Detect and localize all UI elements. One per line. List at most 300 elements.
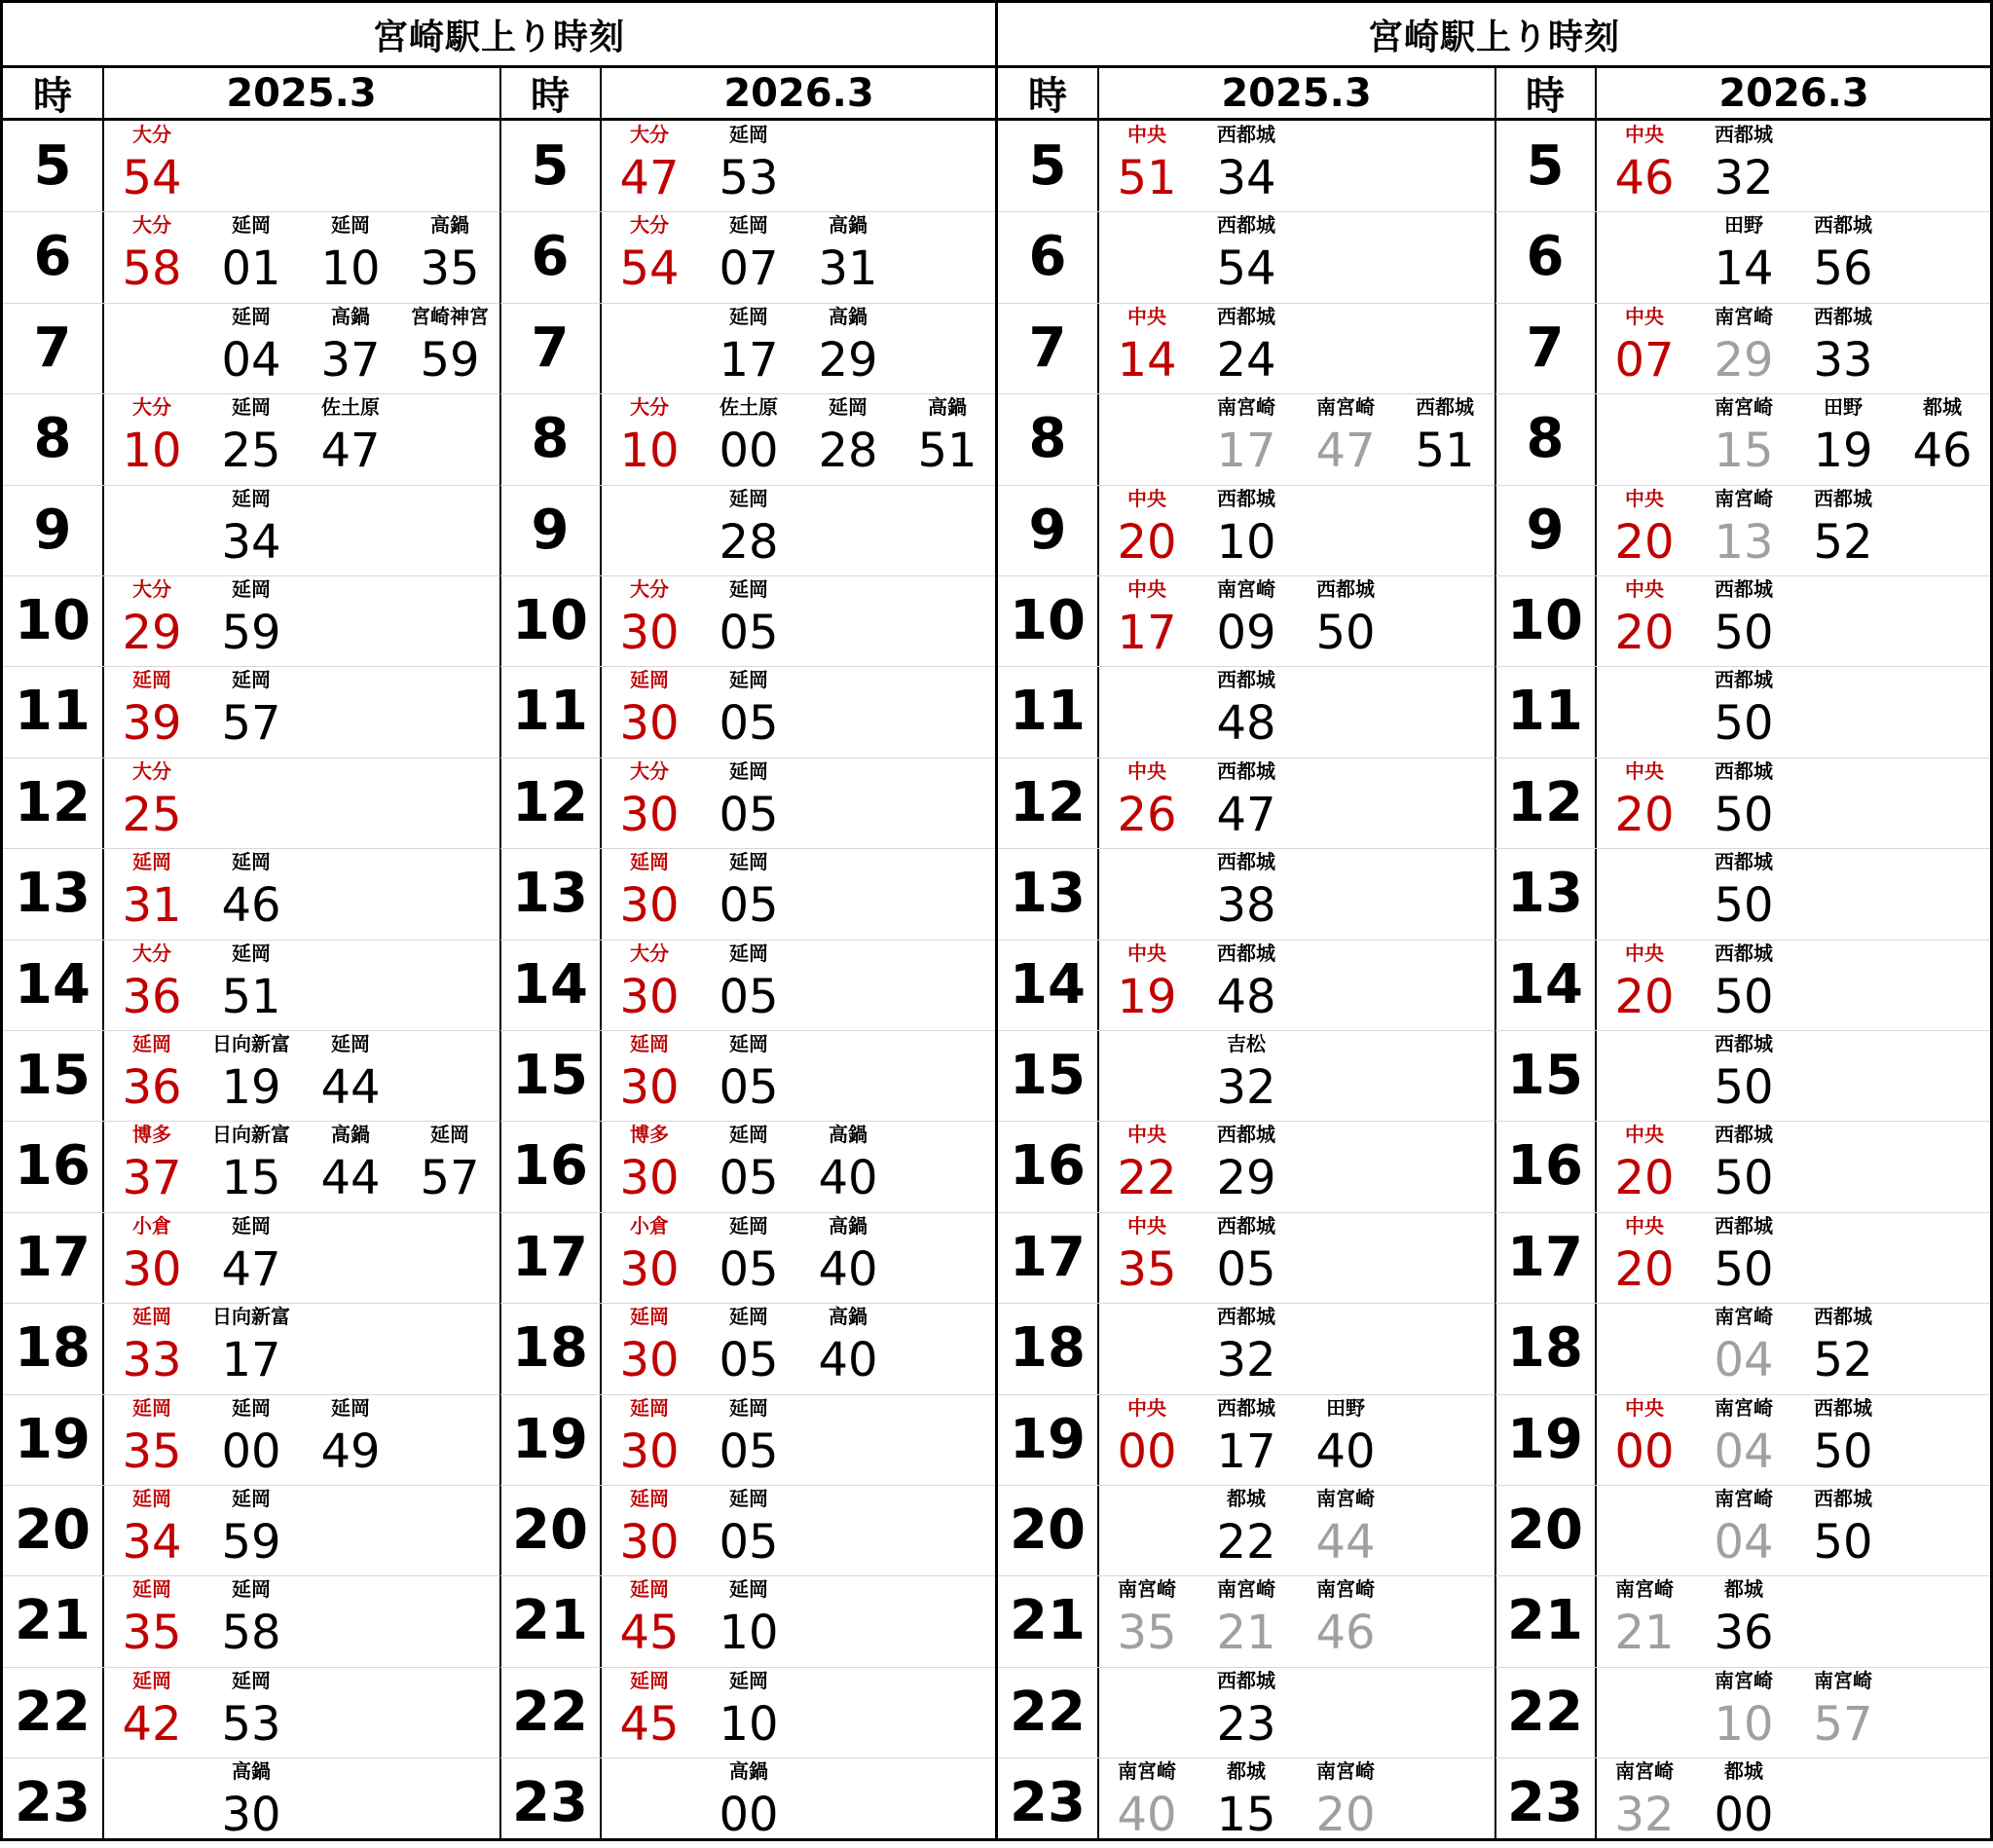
train-entry — [1197, 211, 1296, 302]
departure-minute: 04 — [221, 333, 281, 388]
departure-minute: 56 — [1813, 241, 1873, 296]
train-entry — [600, 211, 699, 302]
departure-minute: 31 — [122, 878, 182, 933]
date-header: 2026.3 — [600, 68, 998, 121]
destination-label: 延岡 — [132, 1669, 171, 1692]
departure-minute: 31 — [818, 241, 878, 296]
departure-minute: 21 — [1614, 1606, 1675, 1660]
departure-minute: 05 — [719, 878, 779, 933]
train-entry — [102, 1303, 202, 1393]
departure-minute: 47 — [1216, 788, 1276, 842]
train-entry — [1296, 1757, 1395, 1848]
destination-label: 南宮崎 — [1715, 1396, 1773, 1420]
hour-label: 19 — [1507, 1408, 1583, 1471]
destination-label: 田野 — [1724, 213, 1763, 237]
train-entry — [202, 1757, 301, 1848]
hour-label: 19 — [512, 1408, 588, 1471]
train-entry — [699, 1030, 798, 1121]
departure-minute: 05 — [719, 606, 779, 660]
train-entry — [1595, 1394, 1694, 1485]
destination-label: 大分 — [630, 577, 669, 601]
departure-minute: 00 — [221, 1424, 281, 1479]
train-entry — [102, 1394, 202, 1485]
departure-minute: 17 — [1216, 424, 1276, 478]
hour-label: 19 — [15, 1408, 91, 1471]
destination-label: 南宮崎 — [1715, 487, 1773, 510]
train-entry — [600, 1212, 699, 1303]
train-entry — [798, 1303, 898, 1393]
departure-minute: 40 — [1315, 1424, 1376, 1479]
panel-title: 宮崎駅上り時刻 — [998, 0, 1990, 68]
departure-minute: 29 — [818, 333, 878, 388]
hour-label: 6 — [531, 225, 570, 288]
departure-minute: 47 — [619, 151, 680, 205]
destination-label: 中央 — [1625, 1396, 1664, 1420]
hour-label: 22 — [512, 1681, 588, 1744]
departure-minute: 20 — [1315, 1788, 1376, 1842]
train-entry — [699, 211, 798, 302]
destination-label: 延岡 — [132, 850, 171, 873]
destination-label: 延岡 — [630, 1305, 669, 1328]
train-entry — [600, 1485, 699, 1575]
departure-minute: 10 — [1216, 515, 1276, 570]
departure-minute: 05 — [719, 1151, 779, 1205]
departure-minute: 30 — [619, 1151, 680, 1205]
train-entry — [102, 1667, 202, 1757]
hour-label: 7 — [1526, 316, 1565, 380]
train-entry — [202, 1212, 301, 1303]
departure-minute: 00 — [1714, 1788, 1774, 1842]
destination-label: 中央 — [1127, 577, 1166, 601]
destination-label: 西都城 — [1217, 213, 1275, 237]
destination-label: 延岡 — [232, 1396, 271, 1420]
hour-label: 7 — [1028, 316, 1067, 380]
destination-label: 延岡 — [232, 1487, 271, 1510]
destination-label: 南宮崎 — [1217, 1577, 1275, 1601]
departure-minute: 53 — [719, 151, 779, 205]
departure-minute: 05 — [719, 1242, 779, 1297]
train-entry — [202, 1575, 301, 1666]
departure-minute: 58 — [122, 241, 182, 296]
destination-label: 大分 — [132, 395, 171, 419]
train-entry — [798, 1121, 898, 1211]
destination-label: 大分 — [132, 577, 171, 601]
train-entry — [1694, 1485, 1793, 1575]
departure-minute: 24 — [1216, 333, 1276, 388]
departure-minute: 20 — [1614, 1151, 1675, 1205]
departure-minute: 35 — [1117, 1242, 1177, 1297]
hour-label: 21 — [1010, 1589, 1086, 1652]
hour-label: 16 — [1507, 1134, 1583, 1198]
departure-minute: 10 — [719, 1697, 779, 1752]
departure-minute: 26 — [1117, 788, 1177, 842]
departure-minute: 17 — [1117, 606, 1177, 660]
destination-label: 高鍋 — [829, 1214, 867, 1238]
departure-minute: 15 — [1216, 1788, 1276, 1842]
destination-label: 大分 — [132, 759, 171, 783]
departure-minute: 05 — [719, 1515, 779, 1570]
train-entry — [102, 121, 202, 211]
train-entry — [1197, 940, 1296, 1030]
train-entry — [600, 1575, 699, 1666]
train-entry — [1296, 393, 1395, 484]
destination-label: 延岡 — [232, 213, 271, 237]
train-entry — [600, 1030, 699, 1121]
train-entry — [1197, 1485, 1296, 1575]
departure-minute: 34 — [221, 515, 281, 570]
destination-label: 南宮崎 — [1715, 1669, 1773, 1692]
train-entry — [1395, 393, 1495, 484]
hour-label: 11 — [1507, 680, 1583, 743]
destination-label: 西都城 — [1416, 395, 1474, 419]
train-entry — [202, 666, 301, 757]
destination-label: 中央 — [1625, 487, 1664, 510]
destination-label: 西都城 — [1715, 942, 1773, 965]
train-entry — [798, 303, 898, 393]
destination-label: 西都城 — [1217, 942, 1275, 965]
destination-label: 日向新富 — [212, 1123, 290, 1146]
departure-minute: 48 — [1216, 696, 1276, 751]
departure-minute: 44 — [320, 1060, 381, 1115]
departure-minute: 34 — [122, 1515, 182, 1570]
destination-label: 都城 — [1227, 1759, 1266, 1783]
train-entry — [1197, 485, 1296, 575]
departure-minute: 09 — [1216, 606, 1276, 660]
destination-label: 西都城 — [1217, 1123, 1275, 1146]
destination-label: 高鍋 — [829, 305, 867, 328]
train-entry — [1097, 121, 1197, 211]
hour-label: 6 — [1526, 225, 1565, 288]
train-entry — [1197, 303, 1296, 393]
hour-label: 5 — [1526, 134, 1565, 198]
train-entry — [1793, 485, 1893, 575]
departure-minute: 57 — [221, 696, 281, 751]
departure-minute: 50 — [1714, 970, 1774, 1024]
destination-label: 延岡 — [729, 942, 768, 965]
hour-label: 18 — [15, 1316, 91, 1380]
train-entry — [1595, 485, 1694, 575]
train-entry — [699, 1485, 798, 1575]
hour-label: 8 — [1028, 407, 1067, 470]
hour-label: 20 — [15, 1498, 91, 1562]
departure-minute: 36 — [1714, 1606, 1774, 1660]
train-entry — [1793, 393, 1893, 484]
destination-label: 西都城 — [1715, 123, 1773, 146]
train-entry — [102, 1575, 202, 1666]
destination-label: 都城 — [1227, 1487, 1266, 1510]
departure-minute: 07 — [1614, 333, 1675, 388]
departure-minute: 59 — [420, 333, 480, 388]
train-entry — [202, 1485, 301, 1575]
hour-label: 15 — [1507, 1044, 1583, 1107]
destination-label: 博多 — [630, 1123, 669, 1146]
destination-label: 都城 — [1724, 1577, 1763, 1601]
train-entry — [1793, 1394, 1893, 1485]
destination-label: 中央 — [1625, 577, 1664, 601]
train-entry — [1097, 1757, 1197, 1848]
destination-label: 延岡 — [232, 1577, 271, 1601]
departure-minute: 05 — [719, 696, 779, 751]
panel-title: 宮崎駅上り時刻 — [3, 0, 995, 68]
hour-label: 13 — [15, 862, 91, 925]
departure-minute: 35 — [122, 1424, 182, 1479]
destination-label: 延岡 — [232, 1669, 271, 1692]
destination-label: 延岡 — [729, 123, 768, 146]
train-entry — [202, 940, 301, 1030]
train-entry — [1595, 758, 1694, 848]
departure-minute: 33 — [1813, 333, 1873, 388]
hour-label: 6 — [33, 225, 72, 288]
train-entry — [1296, 575, 1395, 666]
train-entry — [202, 848, 301, 939]
train-entry — [699, 1303, 798, 1393]
train-entry — [699, 575, 798, 666]
train-entry — [1595, 1575, 1694, 1666]
train-entry — [1097, 575, 1197, 666]
destination-label: 南宮崎 — [1217, 577, 1275, 601]
destination-label: 延岡 — [729, 213, 768, 237]
departure-minute: 00 — [719, 1788, 779, 1842]
train-entry — [699, 485, 798, 575]
hour-header: 時 — [998, 68, 1097, 121]
train-entry — [600, 848, 699, 939]
destination-label: 高鍋 — [829, 213, 867, 237]
departure-minute: 30 — [619, 1424, 680, 1479]
departure-minute: 35 — [420, 241, 480, 296]
destination-label: 延岡 — [630, 850, 669, 873]
train-entry — [1197, 1030, 1296, 1121]
hour-label: 12 — [1010, 771, 1086, 834]
train-entry — [600, 393, 699, 484]
hour-label: 14 — [1010, 953, 1086, 1016]
train-entry — [1296, 1394, 1395, 1485]
destination-label: 高鍋 — [430, 213, 469, 237]
hour-label: 10 — [15, 589, 91, 652]
train-entry — [1694, 485, 1793, 575]
destination-label: 西都城 — [1217, 850, 1275, 873]
destination-label: 延岡 — [132, 1487, 171, 1510]
departure-minute: 01 — [221, 241, 281, 296]
destination-label: 西都城 — [1814, 1487, 1872, 1510]
destination-label: 中央 — [1127, 487, 1166, 510]
train-entry — [102, 1121, 202, 1211]
departure-minute: 15 — [221, 1151, 281, 1205]
destination-label: 延岡 — [132, 1305, 171, 1328]
destination-label: 南宮崎 — [1814, 1669, 1872, 1692]
train-entry — [202, 1303, 301, 1393]
hour-label: 20 — [1507, 1498, 1583, 1562]
destination-label: 延岡 — [829, 395, 867, 419]
departure-minute: 36 — [122, 970, 182, 1024]
departure-minute: 50 — [1714, 1151, 1774, 1205]
departure-minute: 51 — [1117, 151, 1177, 205]
hour-label: 13 — [1507, 862, 1583, 925]
departure-minute: 00 — [1614, 1424, 1675, 1479]
departure-minute: 13 — [1714, 515, 1774, 570]
departure-minute: 35 — [1117, 1606, 1177, 1660]
train-entry — [1694, 211, 1793, 302]
destination-label: 日向新富 — [212, 1032, 290, 1055]
train-entry — [102, 848, 202, 939]
destination-label: 南宮崎 — [1615, 1577, 1674, 1601]
hour-label: 9 — [1028, 499, 1067, 562]
departure-minute: 23 — [1216, 1697, 1276, 1752]
destination-label: 南宮崎 — [1118, 1577, 1176, 1601]
hour-label: 14 — [15, 953, 91, 1016]
destination-label: 延岡 — [132, 1396, 171, 1420]
departure-minute: 30 — [619, 606, 680, 660]
hour-label: 22 — [1010, 1681, 1086, 1744]
destination-label: 高鍋 — [232, 1759, 271, 1783]
departure-minute: 25 — [221, 424, 281, 478]
hour-label: 5 — [33, 134, 72, 198]
destination-label: 高鍋 — [331, 1123, 370, 1146]
train-entry — [202, 1121, 301, 1211]
departure-minute: 46 — [221, 878, 281, 933]
train-entry — [699, 303, 798, 393]
destination-label: 延岡 — [630, 1396, 669, 1420]
destination-label: 西都城 — [1217, 1214, 1275, 1238]
train-entry — [400, 1121, 499, 1211]
departure-minute: 49 — [320, 1424, 381, 1479]
train-entry — [400, 211, 499, 302]
train-entry — [699, 758, 798, 848]
train-entry — [102, 211, 202, 302]
departure-minute: 28 — [818, 424, 878, 478]
departure-minute: 04 — [1714, 1515, 1774, 1570]
train-entry — [798, 1212, 898, 1303]
train-entry — [102, 758, 202, 848]
train-entry — [1197, 1394, 1296, 1485]
train-entry — [1197, 666, 1296, 757]
train-entry — [1595, 121, 1694, 211]
hour-label: 12 — [512, 771, 588, 834]
hour-label: 14 — [1507, 953, 1583, 1016]
train-entry — [400, 303, 499, 393]
table-bottom-border — [0, 1838, 1993, 1841]
train-entry — [1296, 1485, 1395, 1575]
destination-label: 延岡 — [729, 487, 768, 510]
departure-minute: 05 — [719, 1424, 779, 1479]
destination-label: 西都城 — [1217, 668, 1275, 691]
hour-label: 22 — [1507, 1681, 1583, 1744]
train-entry — [699, 121, 798, 211]
destination-label: 日向新富 — [212, 1305, 290, 1328]
departure-minute: 38 — [1216, 878, 1276, 933]
hour-label: 18 — [512, 1316, 588, 1380]
train-entry — [301, 211, 400, 302]
departure-minute: 57 — [420, 1151, 480, 1205]
departure-minute: 42 — [122, 1697, 182, 1752]
departure-minute: 30 — [122, 1242, 182, 1297]
train-entry — [798, 393, 898, 484]
train-entry — [1793, 303, 1893, 393]
hour-header: 時 — [3, 68, 102, 121]
destination-label: 高鍋 — [331, 305, 370, 328]
destination-label: 延岡 — [729, 1032, 768, 1055]
destination-label: 延岡 — [232, 305, 271, 328]
train-entry — [1197, 1121, 1296, 1211]
train-entry — [1694, 758, 1793, 848]
departure-minute: 40 — [818, 1151, 878, 1205]
destination-label: 西都城 — [1715, 850, 1773, 873]
hour-label: 8 — [531, 407, 570, 470]
destination-label: 中央 — [1625, 1123, 1664, 1146]
departure-minute: 32 — [1216, 1333, 1276, 1387]
hour-label: 17 — [512, 1226, 588, 1289]
destination-label: 延岡 — [232, 577, 271, 601]
departure-minute: 05 — [719, 1333, 779, 1387]
destination-label: 延岡 — [132, 668, 171, 691]
destination-label: 西都城 — [1316, 577, 1375, 601]
departure-minute: 46 — [1315, 1606, 1376, 1660]
destination-label: 小倉 — [630, 1214, 669, 1238]
departure-minute: 37 — [320, 333, 381, 388]
hour-label: 8 — [33, 407, 72, 470]
train-entry — [1694, 666, 1793, 757]
departure-minute: 30 — [619, 878, 680, 933]
train-entry — [1197, 393, 1296, 484]
destination-label: 延岡 — [729, 668, 768, 691]
departure-minute: 50 — [1714, 696, 1774, 751]
departure-minute: 14 — [1117, 333, 1177, 388]
train-entry — [102, 1485, 202, 1575]
destination-label: 中央 — [1127, 942, 1166, 965]
destination-label: 中央 — [1127, 305, 1166, 328]
destination-label: 南宮崎 — [1316, 1487, 1375, 1510]
departure-minute: 04 — [1714, 1333, 1774, 1387]
train-entry — [301, 1121, 400, 1211]
departure-minute: 29 — [122, 606, 182, 660]
destination-label: 西都城 — [1217, 1305, 1275, 1328]
destination-label: 延岡 — [232, 850, 271, 873]
hour-label: 8 — [1526, 407, 1565, 470]
destination-label: 西都城 — [1217, 123, 1275, 146]
train-entry — [1197, 1303, 1296, 1393]
train-entry — [1694, 1394, 1793, 1485]
departure-minute: 40 — [818, 1333, 878, 1387]
train-entry — [600, 1303, 699, 1393]
hour-label: 7 — [33, 316, 72, 380]
hour-label: 21 — [1507, 1589, 1583, 1652]
departure-minute: 10 — [719, 1606, 779, 1660]
hour-label: 13 — [512, 862, 588, 925]
departure-minute: 30 — [619, 1515, 680, 1570]
destination-label: 宮崎神宮 — [411, 305, 489, 328]
destination-label: 中央 — [1127, 759, 1166, 783]
departure-minute: 40 — [818, 1242, 878, 1297]
destination-label: 中央 — [1127, 1123, 1166, 1146]
hour-label: 7 — [531, 316, 570, 380]
departure-minute: 53 — [221, 1697, 281, 1752]
destination-label: 延岡 — [630, 1487, 669, 1510]
train-entry — [1197, 848, 1296, 939]
hour-label: 23 — [512, 1771, 588, 1834]
train-entry — [600, 1667, 699, 1757]
train-entry — [1296, 1575, 1395, 1666]
hour-label: 9 — [33, 499, 72, 562]
train-entry — [699, 848, 798, 939]
train-entry — [699, 666, 798, 757]
train-entry — [798, 211, 898, 302]
destination-label: 西都城 — [1715, 1032, 1773, 1055]
departure-minute: 50 — [1714, 788, 1774, 842]
departure-minute: 50 — [1315, 606, 1376, 660]
departure-minute: 54 — [1216, 241, 1276, 296]
train-entry — [1793, 211, 1893, 302]
hour-header: 時 — [500, 68, 600, 121]
timetable-panel — [0, 0, 995, 1840]
